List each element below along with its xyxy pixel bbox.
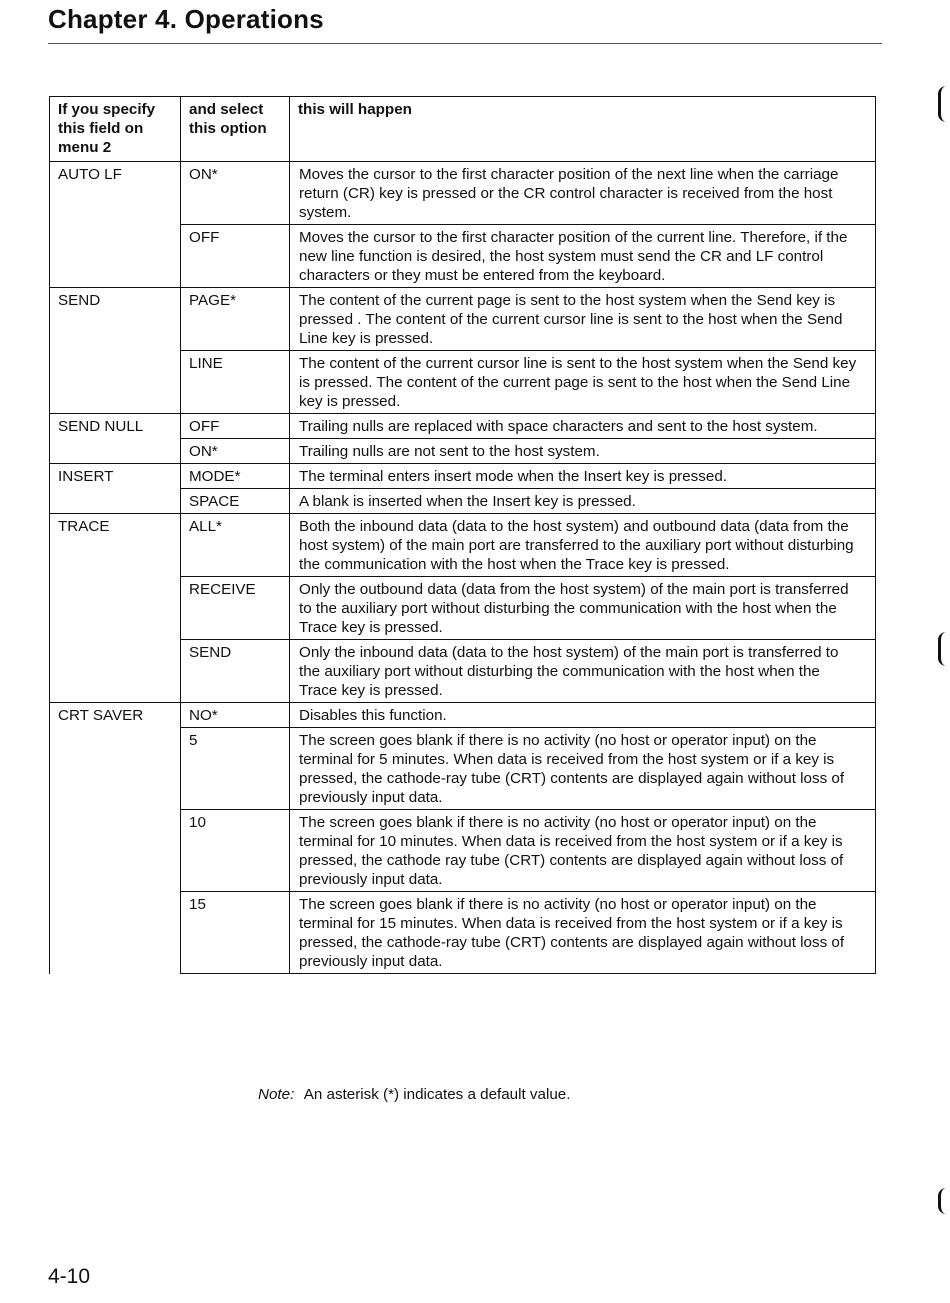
options-table xyxy=(49,96,876,974)
footnote xyxy=(258,1086,570,1103)
option-cell: ON* xyxy=(181,162,290,225)
field-cell: SEND NULL xyxy=(50,414,181,464)
description-cell: Only the inbound data (data to the host system) of the main port is transferred to the auxiliary port without disturbing the communication with the host when the Trace key is pressed. xyxy=(290,640,876,703)
description-cell: Disables this function. xyxy=(290,703,876,728)
binding-hole-mark xyxy=(938,86,947,122)
header-option: and select this option xyxy=(181,97,290,162)
option-cell: SPACE xyxy=(181,489,290,514)
description-cell: The screen goes blank if there is no activity (no host or operator input) on the terminal for 10 minutes. When data is received from the host system or if a key is pressed, the cathode ray tube (CRT) contents are displayed again without loss of previously input data. xyxy=(290,810,876,892)
field-cell: INSERT xyxy=(50,464,181,514)
header-result: this will happen xyxy=(290,97,876,162)
field-cell: TRACE xyxy=(50,514,181,703)
option-cell: 5 xyxy=(181,728,290,810)
field-cell: SEND xyxy=(50,288,181,414)
description-cell: The terminal enters insert mode when the Insert key is pressed. xyxy=(290,464,876,489)
page-number: 4-10 xyxy=(48,1265,91,1288)
chapter-title: Chapter 4. Operations xyxy=(48,4,324,34)
header-row xyxy=(50,97,876,162)
header-field: If you specify this field on menu 2 xyxy=(50,97,181,162)
note-text: An asterisk (*) indicates a default value. xyxy=(303,1086,571,1103)
table-row xyxy=(50,514,876,577)
option-cell: ON* xyxy=(181,439,290,464)
option-cell: OFF xyxy=(181,225,290,288)
option-cell: 10 xyxy=(181,810,290,892)
description-cell: A blank is inserted when the Insert key is pressed. xyxy=(290,489,876,514)
description-cell: Trailing nulls are replaced with space characters and sent to the host system. xyxy=(290,414,876,439)
table-row xyxy=(50,288,876,351)
table-body xyxy=(50,162,876,974)
description-cell: Trailing nulls are not sent to the host system. xyxy=(290,439,876,464)
option-cell: PAGE* xyxy=(181,288,290,351)
table-row xyxy=(50,414,876,439)
description-cell: The content of the current page is sent to the host system when the Send key is pressed . The content of the current cursor line is sent to the host when the Send Line key is pressed. xyxy=(290,288,876,351)
description-cell: The screen goes blank if there is no activity (no host or operator input) on the terminal for 5 minutes. When data is received from the host system or if a key is pressed, the cathode-ray tube (CRT) contents are displayed again without loss of previously input data. xyxy=(290,728,876,810)
title-rule xyxy=(48,43,882,44)
table-row xyxy=(50,464,876,489)
table-header xyxy=(50,97,876,162)
option-cell: RECEIVE xyxy=(181,577,290,640)
option-cell: LINE xyxy=(181,351,290,414)
field-cell: CRT SAVER xyxy=(50,703,181,974)
description-cell: Moves the cursor to the first character position of the current line. Therefore, if the new line function is desired, the host system must send the CR and LF control characters or they must be entered from the keyboard. xyxy=(290,225,876,288)
option-cell: ALL* xyxy=(181,514,290,577)
table-row xyxy=(50,162,876,225)
option-cell: MODE* xyxy=(181,464,290,489)
option-cell: NO* xyxy=(181,703,290,728)
option-cell: 15 xyxy=(181,892,290,974)
description-cell: Only the outbound data (data from the host system) of the main port is transferred to the auxiliary port without disturbing the communication with the host when the Trace key is pressed. xyxy=(290,577,876,640)
field-cell: AUTO LF xyxy=(50,162,181,288)
note-label: Note: xyxy=(258,1086,295,1103)
description-cell: The content of the current cursor line is sent to the host system when the Send key is pressed. The content of the current page is sent to the host when the Send Line key is pressed. xyxy=(290,351,876,414)
description-cell: Moves the cursor to the first character position of the next line when the carriage return (CR) key is pressed or the CR control character is received from the host system. xyxy=(290,162,876,225)
option-cell: OFF xyxy=(181,414,290,439)
binding-hole-mark xyxy=(938,1188,947,1214)
description-cell: The screen goes blank if there is no activity (no host or operator input) on the terminal for 15 minutes. When data is received from the host system or if a key is pressed, the cathode-ray tube (CRT) contents are displayed again without loss of previously input data. xyxy=(290,892,876,974)
option-cell: SEND xyxy=(181,640,290,703)
table-row xyxy=(50,703,876,728)
binding-hole-mark xyxy=(938,632,947,666)
description-cell: Both the inbound data (data to the host system) and outbound data (data from the host system) of the main port are transferred to the auxiliary port without disturbing the communication with the host when the Trace key is pressed. xyxy=(290,514,876,577)
